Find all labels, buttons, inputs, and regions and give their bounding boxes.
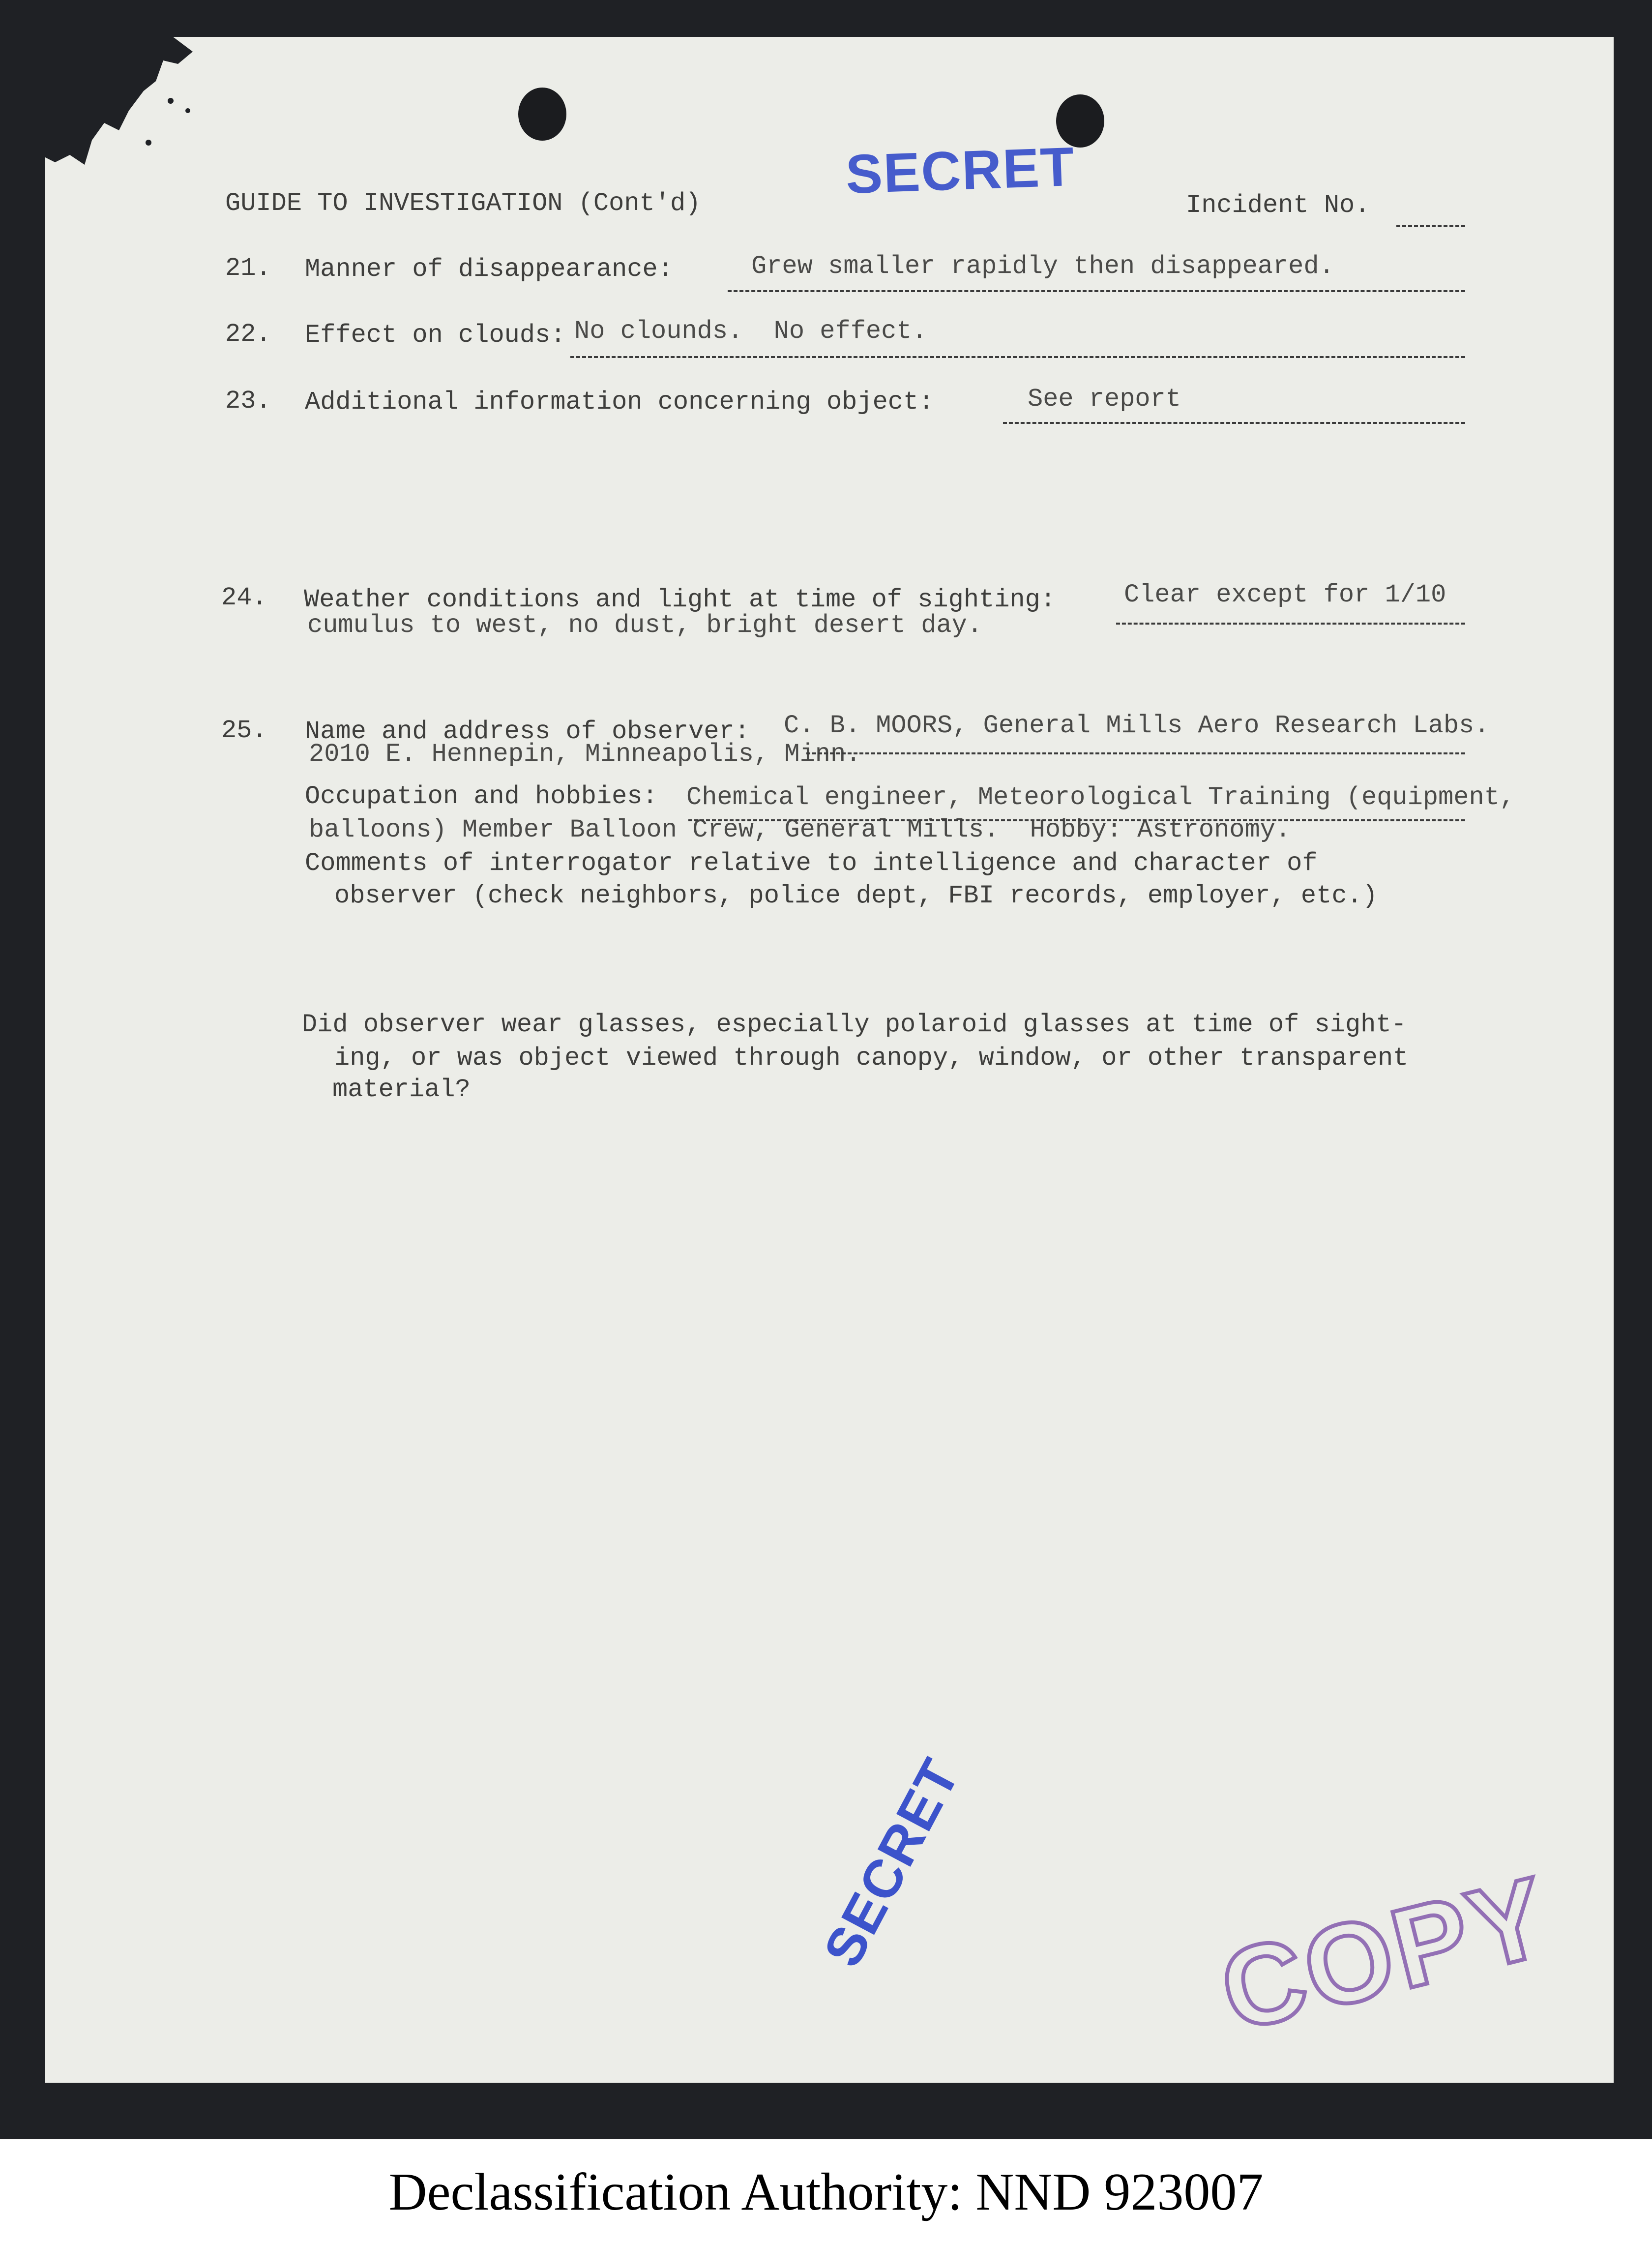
secret-stamp-bottom: SECRET (812, 1749, 972, 1976)
incident-number-underline (1396, 225, 1465, 227)
item-25-answer-line1: C. B. MOORS, General Mills Aero Research Labs. (784, 711, 1490, 740)
item-23-number: 23. (225, 387, 271, 416)
item-21-label: Manner of disappearance: (305, 255, 673, 284)
occupation-underline (688, 819, 1465, 821)
item-24-underline (1116, 623, 1465, 625)
item-25-label: Name and address of observer: (305, 717, 750, 746)
item-22-answer: No clounds. No effect. (574, 317, 927, 346)
glasses-question-line1: Did observer wear glasses, especially polaroid glasses at time of sight- (302, 1010, 1407, 1039)
item-23-underline (1003, 422, 1465, 424)
item-22-label: Effect on clouds: (305, 321, 566, 350)
torn-corner (45, 37, 193, 165)
declassification-footer: Declassification Authority: NND 923007 (0, 2139, 1652, 2245)
item-21-number: 21. (225, 254, 271, 283)
punch-hole-left (518, 88, 566, 141)
item-22-number: 22. (225, 320, 271, 349)
form-title: GUIDE TO INVESTIGATION (Cont'd) (225, 189, 701, 218)
incident-number-label: Incident No. (1186, 191, 1370, 220)
item-25-number: 25. (221, 716, 267, 745)
item-22-underline (570, 356, 1465, 358)
comments-line1: Comments of interrogator relative to intelligence and character of (305, 849, 1318, 878)
item-24-answer-line1: Clear except for 1/10 (1124, 580, 1446, 609)
comments-line2: observer (check neighbors, police dept, FBI records, employer, etc.) (334, 881, 1378, 910)
occupation-line2: balloons) Member Balloon Crew, General Mills. Hobby: Astronomy. (309, 815, 1291, 844)
occupation-line1: Chemical engineer, Meteorological Training (equipment, (686, 783, 1515, 812)
item-23-label: Additional information concerning object: (305, 388, 934, 417)
glasses-question-line2: ing, or was object viewed through canopy, window, or other transparent (334, 1044, 1409, 1073)
item-21-underline (728, 290, 1465, 292)
item-24-answer-line2: cumulus to west, no dust, bright desert day. (307, 611, 983, 640)
glasses-question-line3: material? (332, 1075, 471, 1104)
item-24-label: Weather conditions and light at time of sighting: (304, 585, 1056, 614)
item-24-number: 24. (221, 583, 267, 612)
secret-stamp-top: SECRET (844, 135, 1076, 206)
copy-stamp: COPY (1209, 1852, 1562, 2055)
item-25-answer-line2: 2010 E. Hennepin, Minneapolis, Minn. (309, 740, 861, 769)
item-25-underline (806, 752, 1465, 754)
occupation-label: Occupation and hobbies: (305, 782, 658, 811)
item-21-answer: Grew smaller rapidly then disappeared. (751, 252, 1334, 281)
item-23-answer: See report (1028, 385, 1181, 414)
